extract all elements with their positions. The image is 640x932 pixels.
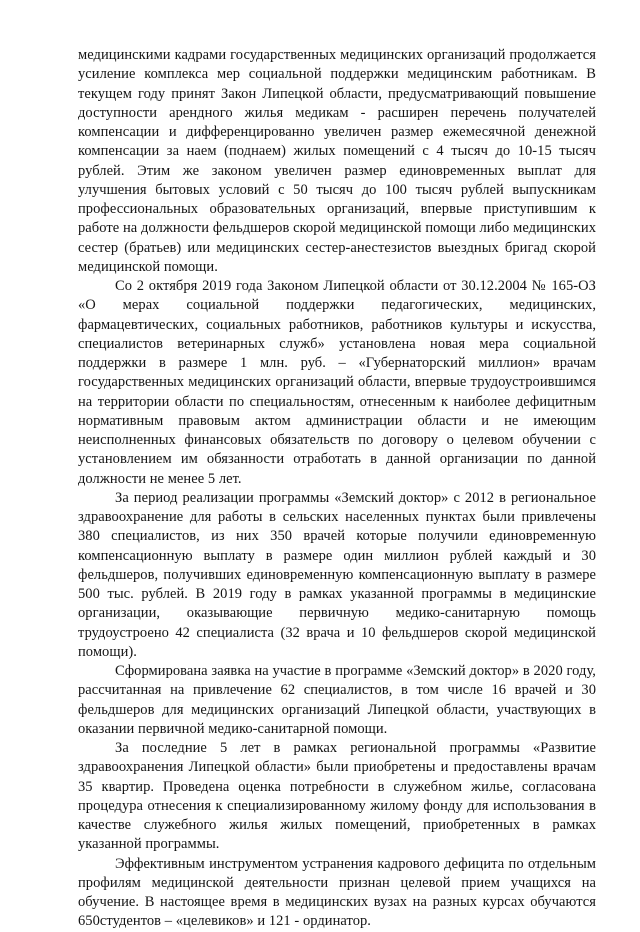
paragraph-targeted-admission: Эффективным инструментом устранения кадрового дефицита по отдельным профилям медицинской деятельности признан целевой прием учащихся на обучение. В настоящее время в медицинских вузах на разных курсах обучаются 650студентов – «целевиков» и 121 - ординатор. bbox=[78, 855, 596, 930]
document-body bbox=[78, 46, 596, 932]
paragraph-governor-million: Со 2 октября 2019 года Законом Липецкой области от 30.12.2004 № 165-ОЗ «О мерах социальной поддержки педагогических, медицинских, фармацевтических, социальных работников, работников культуры и искусства, специалистов ветеринарных служб» установлена новая мера социальной поддержки в размере 1 млн. руб. – «Губернаторский миллион» врачам государственных медицинских организаций области, впервые трудоустроившимся на территории области по специальностям, отнесенным к наиболее дефицитным нормативным правовым актом администрации области и не имеющим неисполненных финансовых обязательств по договору о целевом обучении с установлением им обязанности отработать в данной организации по данной должности не менее 5 лет. bbox=[78, 278, 596, 487]
paragraph-zemsky-doktor-2020: Сформирована заявка на участие в программе «Земский доктор» в 2020 году, рассчитанная на привлечение 62 специалистов, в том числе 16 врачей и 30 фельдшеров для медицинских организаций Липецкой области, участвующих в оказании первичной медико-санитарной помощи. bbox=[78, 663, 596, 737]
paragraph-continuation: медицинскими кадрами государственных медицинских организаций продолжается усиление комплекса мер социальной поддержки медицинским работникам. В текущем году принят Закон Липецкой области, предусматривающий повышение доступности арендного жилья медикам - расширен перечень получателей компенсации и дифференцированно увеличен размер ежемесячной денежной компенсации за наем (поднаем) жилых помещений с 4 тысяч до 10-15 тысяч рублей. Этим же законом увеличен размер единовременных выплат для улучшения бытовых условий с 50 тысяч до 100 тысяч рублей выпускникам профессиональных образовательных организаций, впервые приступившим к работе на должности фельдшеров скорой медицинской помощи либо медицинских сестер (братьев) или медицинских сестер-анестезистов выездных бригад скорой медицинской помощи. bbox=[78, 47, 596, 275]
paragraph-zemsky-doktor-results: За период реализации программы «Земский доктор» с 2012 в региональное здравоохранение для работы в сельских населенных пунктах были привлечены 380 специалистов, из них 350 врачей которые получили единовременную компенсационную выплату в размере один миллион рублей каждый и 30 фельдшеров, получивших единовременную компенсационную выплату в размере 500 тыс. рублей. В 2019 году в рамках указанной программы в медицинские организации, оказывающие первичную медико-санитарную помощь трудоустроено 42 специалиста (32 врача и 10 фельдшеров скорой медицинской помощи). bbox=[78, 489, 596, 660]
paragraph-housing: За последние 5 лет в рамках региональной программы «Развитие здравоохранения Липецкой области» были приобретены и предоставлены врачам 35 квартир. Проведена оценка потребности в служебном жилье, согласована процедура отнесения к специализированному жилому фонду для использования в качестве служебного жилья жилых помещений, приобретенных в рамках указанной программы. bbox=[78, 740, 596, 853]
